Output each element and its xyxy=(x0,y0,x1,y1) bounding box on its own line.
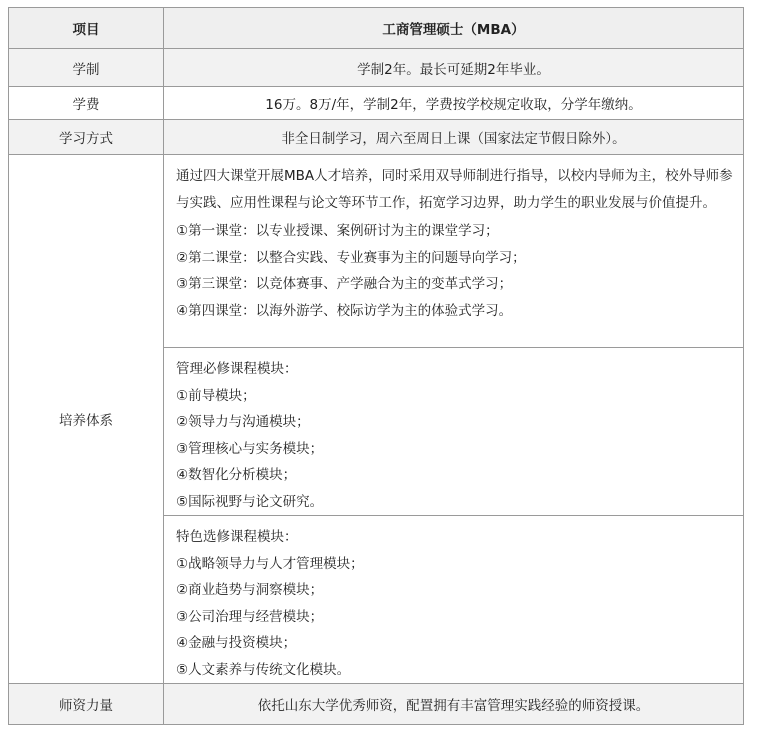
row-label-faculty: 师资力量 xyxy=(9,684,164,725)
module-item: ①战略领导力与人才管理模块； xyxy=(176,555,364,572)
row-label-training: 培养体系 xyxy=(9,155,164,684)
table-row xyxy=(9,684,744,725)
table-header-row xyxy=(9,8,744,49)
elective-modules-title: 特色选修课程模块： xyxy=(176,529,298,545)
row-value-faculty: 依托山东大学优秀师资，配置拥有丰富管理实践经验的师资授课。 xyxy=(164,684,744,725)
row-label-duration: 学制 xyxy=(9,49,164,87)
module-item: ⑤国际视野与论文研究。 xyxy=(176,493,324,510)
table-row xyxy=(9,49,744,87)
header-item: 项目 xyxy=(9,8,164,49)
row-value-study-mode: 非全日制学习，周六至周日上课（国家法定节假日除外）。 xyxy=(164,120,744,155)
required-modules-title: 管理必修课程模块： xyxy=(176,361,298,377)
module-item: ⑤人文素养与传统文化模块。 xyxy=(176,661,351,678)
table-row xyxy=(9,155,744,348)
module-item: ④金融与投资模块； xyxy=(176,635,297,651)
training-intro: 通过四大课堂开展MBA人才培养，同时采用双导师制进行指导，以校内导师为主，校外导师参与实践、应用性课程与论文等环节工作，拓宽学习边界，助力学生的职业发展与价值提升。 xyxy=(176,168,733,211)
module-item: ②领导力与沟通模块； xyxy=(176,414,310,430)
module-item: ①前导模块； xyxy=(176,387,256,404)
table-row xyxy=(9,120,744,155)
classroom-item: ④第四课堂：以海外游学、校际访学为主的体验式学习。 xyxy=(176,302,513,319)
module-item: ④数智化分析模块； xyxy=(176,467,297,483)
classroom-item: ①第一课堂：以专业授课、案例研讨为主的课堂学习； xyxy=(176,223,499,239)
required-modules-cell xyxy=(164,348,744,516)
row-value-tuition: 16万。8万/年，学制2年，学费按学校规定收取，分学年缴纳。 xyxy=(164,87,744,120)
module-item: ②商业趋势与洞察模块； xyxy=(176,582,324,598)
classroom-item: ③第三课堂：以竞体赛事、产学融合为主的变革式学习； xyxy=(176,276,513,292)
elective-modules-cell xyxy=(164,516,744,684)
row-label-study-mode: 学习方式 xyxy=(9,120,164,155)
header-program: 工商管理硕士（MBA） xyxy=(164,8,744,49)
module-item: ③公司治理与经营模块； xyxy=(176,608,324,625)
table-row xyxy=(9,87,744,120)
module-item: ③管理核心与实务模块； xyxy=(176,440,324,457)
row-label-tuition: 学费 xyxy=(9,87,164,120)
row-value-duration: 学制2年。最长可延期2年毕业。 xyxy=(164,49,744,87)
classroom-item: ②第二课堂：以整合实践、专业赛事为主的问题导向学习； xyxy=(176,249,526,266)
program-info-table xyxy=(8,7,744,725)
training-classrooms-cell xyxy=(164,155,744,348)
